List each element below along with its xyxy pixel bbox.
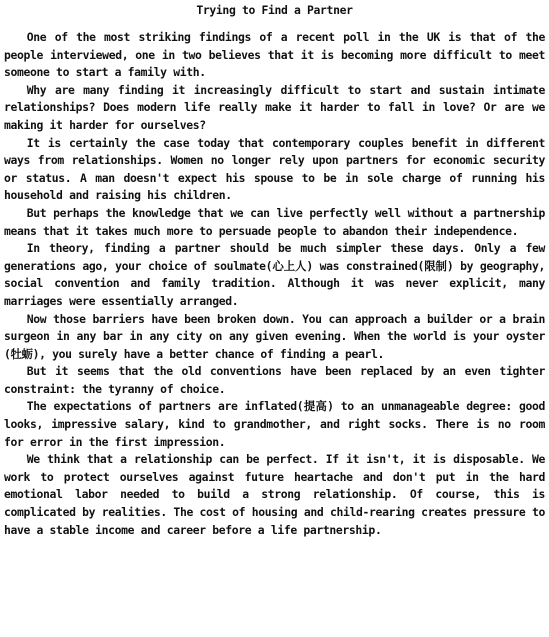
paragraph-6: Now those barriers have been broken down. You can approach a builder or a brain surgeon in any bar in any city on any given evening. When the world is your oyster (牡蛎), you surely have a better chance of finding a pearl. (4, 311, 545, 361)
paragraph-2: Why are many finding it increasingly difficult to start and sustain intimate relationships? Does modern life really make it harder to fall in love? Or are we making it harder for ourselves? (4, 82, 545, 132)
paragraph-1: One of the most striking findings of a recent poll in the UK is that of the people interviewed, one in two believes that it is becoming more difficult to meet someone to start a family with. (4, 30, 545, 80)
paragraph-8: The expectations of partners are inflated(提高) to an unmanageable degree: good looks, impressive salary, kind to grandmother, and right socks. There is no room for error in the first impression. (4, 399, 545, 449)
paragraph-7: But it seems that the old conventions have been replaced by an even tighter constraint: the tyranny of choice. (4, 364, 545, 396)
document-title: Trying to Find a Partner (196, 3, 353, 17)
paragraph-5: In theory, finding a partner should be much simpler these days. Only a few generations ago, your choice of soulmate(心上人) was constrained(限制) by geography, social convention and family tradition. Although it was never explicit, many marriages were essentially arranged. (4, 241, 545, 308)
paragraph-3: It is certainly the case today that contemporary couples benefit in different ways from relationships. Women no longer rely upon partners for economic security or status. A man doesn't expect his spouse to be in sole charge of running his household and raising his children. (4, 135, 545, 203)
paragraph-4: But perhaps the knowledge that we can live perfectly well without a partnership means that it takes much more to persuade people to abandon their independence. (4, 205, 545, 238)
paragraph-9: We think that a relationship can be perfect. If it isn't, it is disposable. We work to protect ourselves against future heartache and don't put in the hard emotional labor needed to build a strong relationship. Of course, this is complicated by realities. The cost of housing and child-rearing creates pressure to have a stable income and career before a life partnership. (4, 452, 545, 537)
